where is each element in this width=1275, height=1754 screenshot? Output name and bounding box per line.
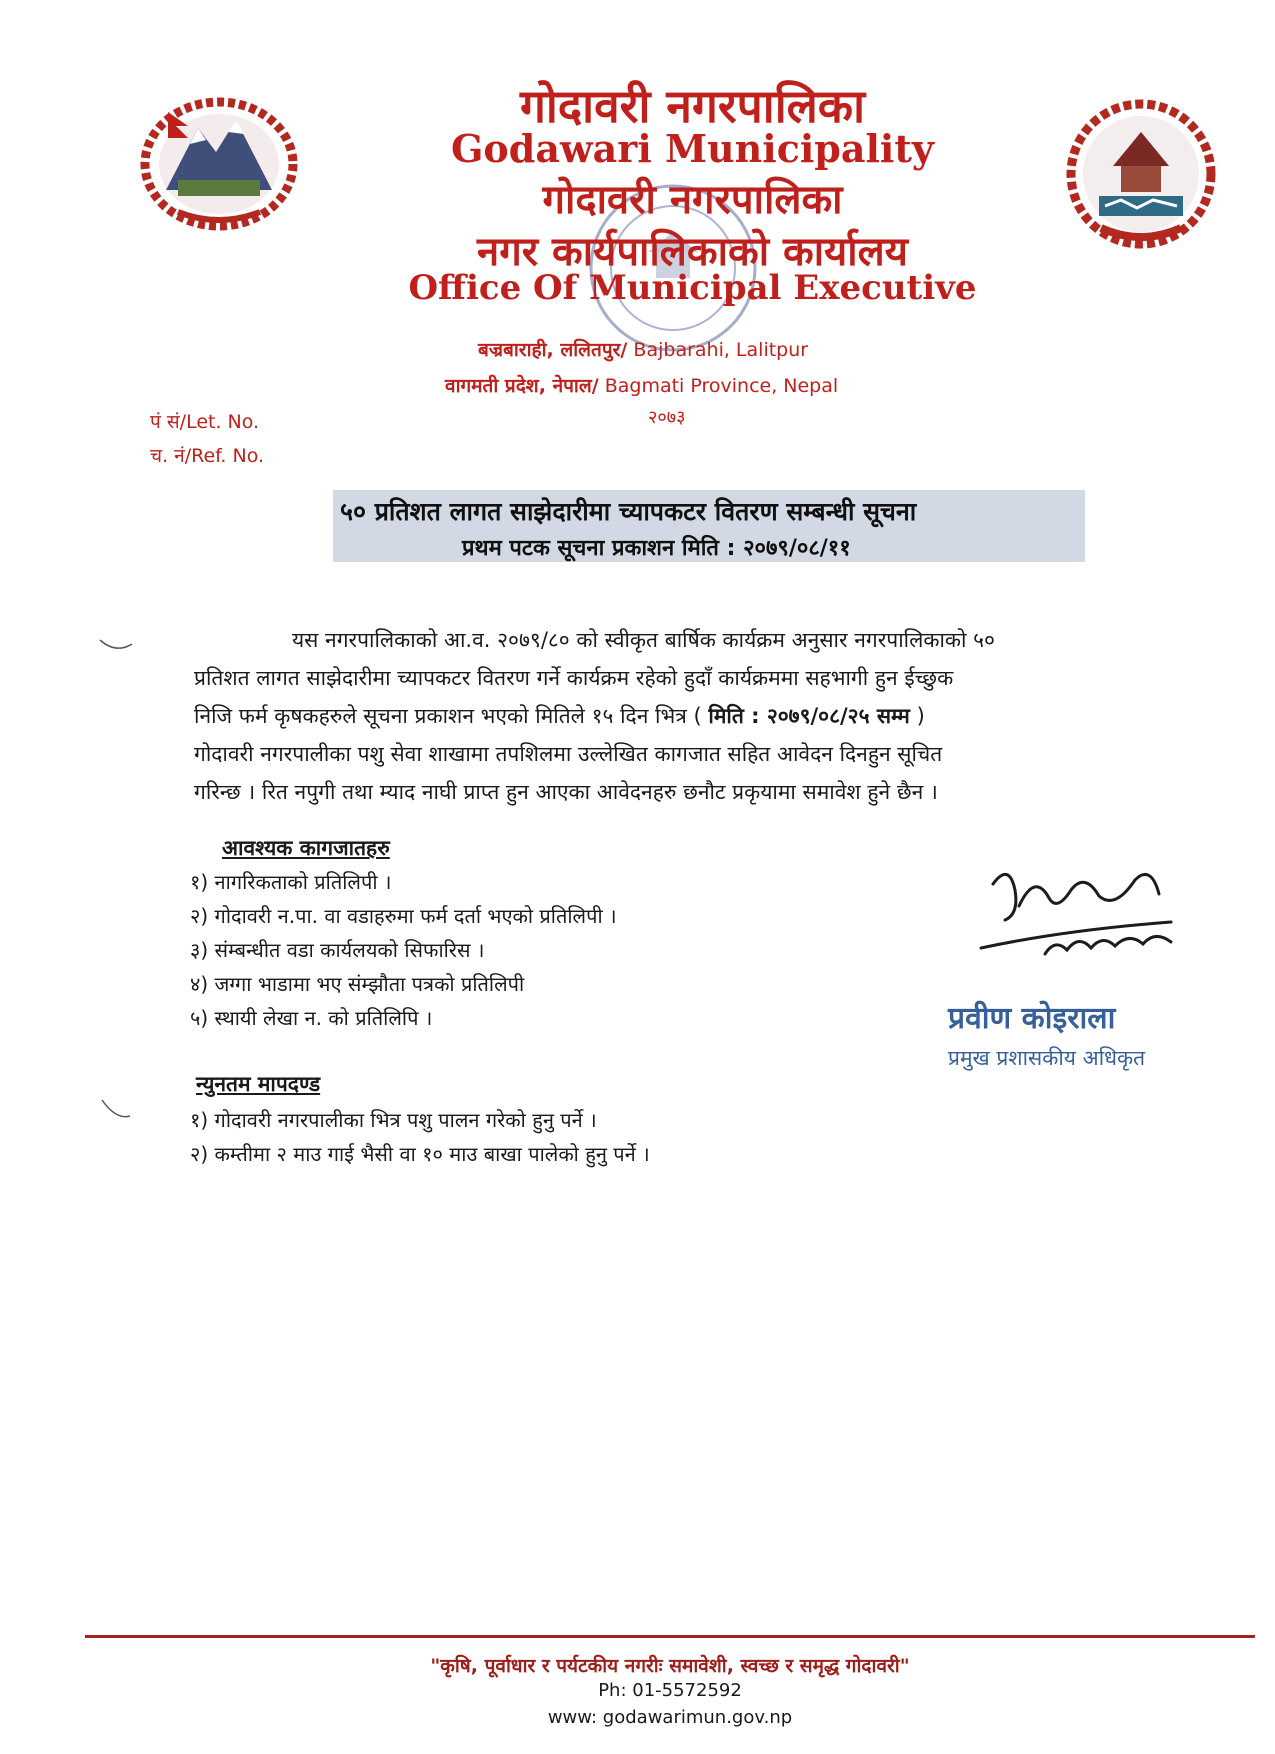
required-documents-heading: आवश्यक कागजातहरु xyxy=(222,836,390,860)
signatory-title: प्रमुख प्रशासकीय अधिकृत xyxy=(948,1046,1146,1070)
minimum-criteria-item: १) गोदावरी नगरपालीका भित्र पशु पालन गरेको हुनु पर्ने । xyxy=(190,1108,597,1132)
scan-mark xyxy=(96,1096,136,1122)
body-line-2: प्रतिशत लागत साझेदारीमा च्यापकटर वितरण गर्ने कार्यक्रम रहेको हुदाँ कार्यक्रममा सहभागी हुन ईच्छुक xyxy=(194,666,954,690)
minimum-criteria-heading: न्युनतम मापदण्ड xyxy=(196,1072,321,1096)
body-line-4: गोदावरी नगरपालीका पशु सेवा शाखामा तपशिलमा उल्लेखित कागजात सहित आवेदन दिनहुन सूचित xyxy=(194,742,943,766)
required-document-item: ४) जग्गा भाडामा भए संम्झौता पत्रको प्रतिलिपी xyxy=(190,972,525,996)
minimum-criteria-item: २) कम्तीमा २ माउ गाई भैसी वा १० माउ बाखा पालेको हुनु पर्ने । xyxy=(190,1142,650,1166)
address-line-1-nepali: बज्रबाराही, ललितपुर/ xyxy=(478,339,628,361)
letter-number-label: पं सं/Let. No. xyxy=(150,411,260,433)
body-line-3 xyxy=(194,702,925,730)
office-name-english: Office Of Municipal Executive xyxy=(408,268,977,308)
address-line-1-english: Bajbarahi, Lalitpur xyxy=(633,339,809,361)
notice-title: ५० प्रतिशत लागत साझेदारीमा च्यापकटर वितरण सम्बन्धी सूचना xyxy=(340,497,917,526)
municipality-name-newari: गोदावरी नगरपालिका xyxy=(542,177,843,223)
footer-rule xyxy=(85,1635,1255,1638)
required-document-item: १) नागरिकताको प्रतिलिपी । xyxy=(190,870,392,894)
body-line-3-text: निजि फर्म कृषकहरुले सूचना प्रकाशन भएको मितिले १५ दिन भित्र ( xyxy=(194,704,702,728)
office-name-nepali: नगर कार्यपालिकाको कार्यालय xyxy=(477,229,908,275)
address-line-2 xyxy=(445,372,838,398)
reference-number-label: च. नं/Ref. No. xyxy=(150,445,265,467)
body-line-1: यस नगरपालिकाको आ.व. २०७९/८० को स्वीकृत बार्षिक कार्यक्रम अनुसार नगरपालिकाको ५० xyxy=(292,628,995,652)
scan-mark xyxy=(96,636,136,658)
body-line-3-close: ) xyxy=(916,704,925,728)
signatory-name: प्रवीण कोइराला xyxy=(948,1001,1116,1036)
municipality-name-nepali: गोदावरी नगरपालिका xyxy=(519,79,866,133)
deadline-date: मिति : २०७९/०८/२५ सम्म xyxy=(708,704,910,728)
municipality-name-english: Godawari Municipality xyxy=(450,126,935,171)
footer-slogan: "कृषि, पूर्वाधार र पर्यटकीय नगरीः समावेशी, स्वच्छ र समृद्ध गोदावरी" xyxy=(430,1655,910,1677)
required-document-item: ५) स्थायी लेखा न. को प्रतिलिपि । xyxy=(190,1006,433,1030)
address-line-2-english: Bagmati Province, Nepal xyxy=(604,375,839,397)
established-year: २०७३ xyxy=(648,407,686,428)
footer-website: www: godawarimun.gov.np xyxy=(547,1707,793,1728)
handwritten-signature xyxy=(975,850,1190,970)
notice-publish-date: प्रथम पटक सूचना प्रकाशन मिति : २०७९/०८/११ xyxy=(462,536,851,561)
required-document-item: ३) संम्बन्धीत वडा कार्यलयको सिफारिस । xyxy=(190,938,485,962)
required-document-item: २) गोदावरी न.पा. वा वडाहरुमा फर्म दर्ता भएको प्रतिलिपी । xyxy=(190,904,617,928)
address-line-2-nepali: वागमती प्रदेश, नेपाल/ xyxy=(445,375,599,397)
footer-phone: Ph: 01-5572592 xyxy=(598,1680,742,1701)
body-line-5: गरिन्छ । रित नपुगी तथा म्याद नाघी प्राप्त हुन आएका आवेदनहरु छनौट प्रकृयामा समावेश हुने छैन । xyxy=(194,780,938,804)
address-line-1 xyxy=(478,336,808,362)
